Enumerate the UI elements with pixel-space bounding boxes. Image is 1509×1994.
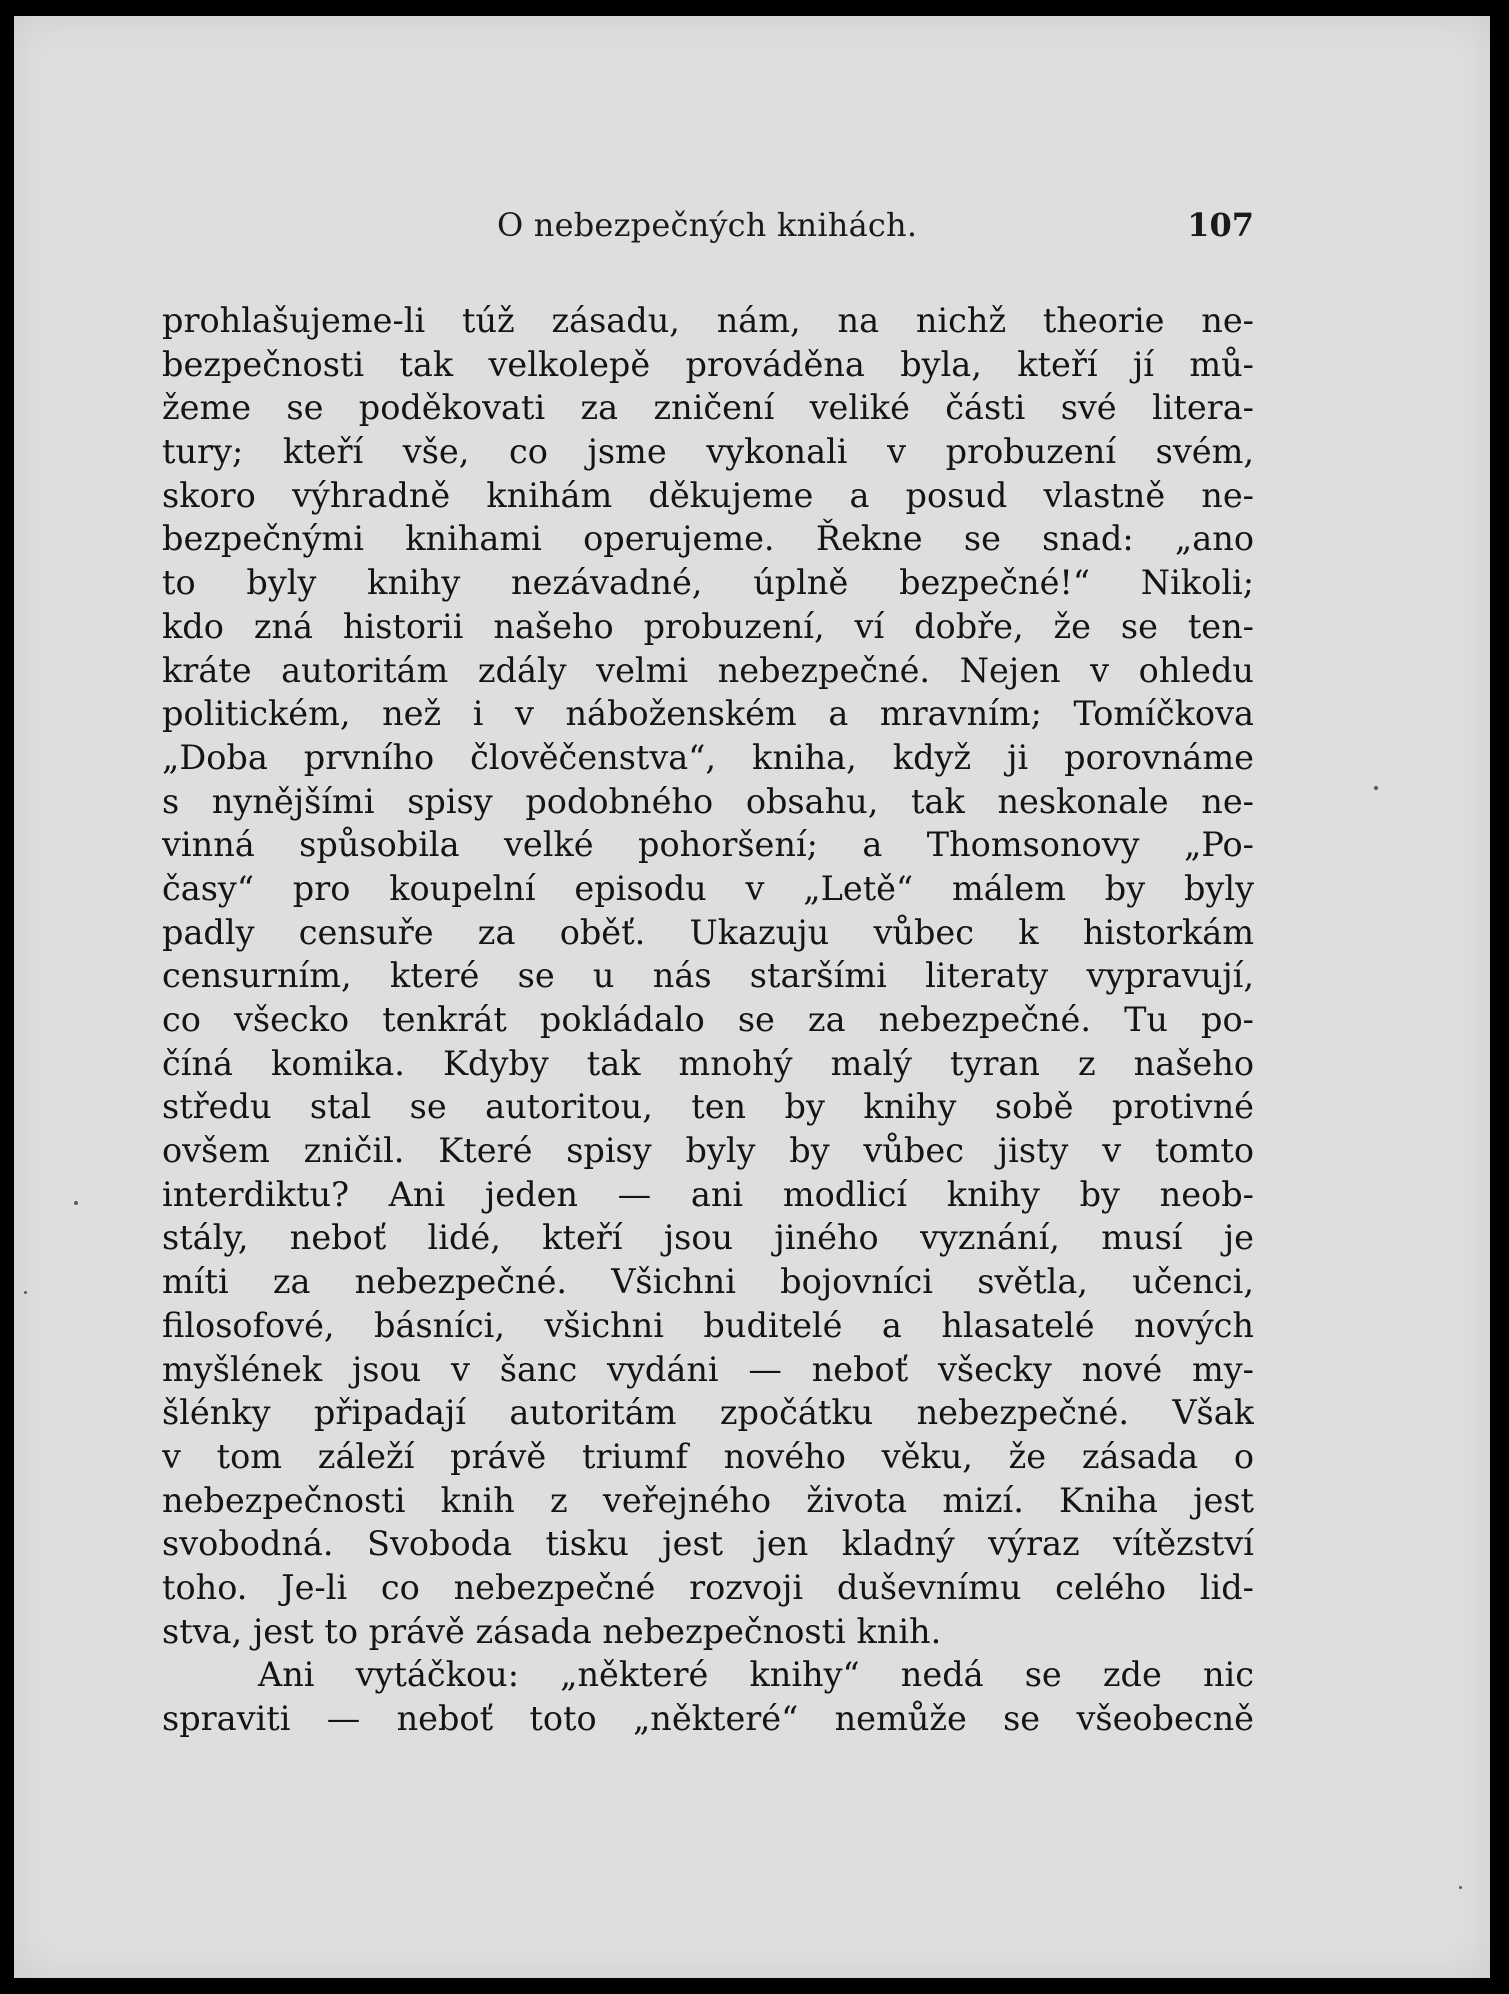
text-line: spraviti — neboť toto „některé“ nemůže se všeobecně: [162, 1699, 1254, 1738]
paper-speck: [1374, 786, 1378, 790]
text-line: prohlašujeme-li túž zásadu, nám, na nichž theorie ne-: [162, 301, 1254, 340]
body-text: [162, 299, 1254, 1741]
text-line: míti za nebezpečné. Všichni bojovníci světla, učenci,: [162, 1262, 1254, 1302]
text-line: v tom záleží právě triumf nového věku, že zásada o: [162, 1436, 1254, 1476]
running-title: O nebezpečných knihách.: [497, 206, 918, 244]
running-head: [162, 200, 1254, 252]
text-line: vinná spůsobila velké pohoršení; a Thomsonovy „Po-: [162, 825, 1254, 865]
paper-speck: [24, 1291, 27, 1294]
text-line: ovšem zničil. Které spisy byly by vůbec jisty v tomto: [162, 1131, 1254, 1171]
text-line: časy“ pro koupelní episodu v „Letě“ málem by byly: [162, 868, 1254, 908]
text-line: skoro výhradně knihám děkujeme a posud vlastně ne-: [162, 475, 1254, 515]
text-line: šlénky připadají autoritám zpočátku nebezpečné. Však: [162, 1393, 1254, 1433]
text-line: co všecko tenkrát pokládalo se za nebezpečné. Tu po-: [162, 1000, 1254, 1039]
text-line: žeme se poděkovati za zničení veliké části své litera-: [162, 388, 1254, 428]
text-line: bezpečnosti tak velkolepě prováděna byla, kteří jí mů-: [162, 344, 1254, 384]
text-line: padly censuře za oběť. Ukazuju vůbec k historkám: [162, 912, 1254, 952]
text-line: stály, neboť lidé, kteří jsou jiného vyznání, musí je: [162, 1218, 1254, 1258]
paper-speck: [1459, 1886, 1462, 1889]
text-line: kdo zná historii našeho probuzení, ví dobře, že se ten-: [162, 606, 1254, 646]
text-line: toho. Je-li co nebezpečné rozvoji duševnímu celého lid-: [162, 1567, 1254, 1607]
text-line: bezpečnými knihami operujeme. Řekne se snad: „ano: [162, 519, 1254, 559]
paragraph-start-line: Ani vytáčkou: „některé knihy“ nedá se zde nic: [258, 1655, 1254, 1695]
text-line: nebezpečnosti knih z veřejného života mizí. Kniha jest: [162, 1480, 1254, 1520]
paragraph-end-line: stva, jest to právě zásada nebezpečnosti knih.: [162, 1611, 942, 1651]
text-line: myšlének jsou v šanc vydáni — neboť všecky nové my-: [162, 1349, 1254, 1389]
text-line: svobodná. Svoboda tisku jest jen kladný výraz vítězství: [162, 1524, 1254, 1564]
paper-speck: [74, 1201, 78, 1205]
text-line: středu stal se autoritou, ten by knihy sobě protivné: [162, 1087, 1254, 1127]
text-line: kráte autoritám zdály velmi nebezpečné. Nejen v ohledu: [162, 650, 1254, 690]
text-line: interdiktu? Ani jeden — ani modlicí knihy by neob-: [162, 1174, 1254, 1214]
text-line: censurním, které se u nás staršími literaty vypravují,: [162, 956, 1254, 996]
text-line: číná komika. Kdyby tak mnohý malý tyran z našeho: [162, 1043, 1254, 1083]
text-line: s nynějšími spisy podobného obsahu, tak neskonale ne-: [162, 781, 1254, 821]
text-line: „Doba prvního člověčenstva“, kniha, když ji porovnáme: [162, 737, 1254, 777]
text-line: tury; kteří vše, co jsme vykonali v probuzení svém,: [162, 432, 1254, 472]
book-page: [14, 16, 1490, 1978]
text-line: to byly knihy nezávadné, úplně bezpečné!“ Nikoli;: [162, 563, 1254, 603]
text-line: filosofové, básníci, všichni buditelé a hlasatelé nových: [162, 1305, 1254, 1345]
text-line: politickém, než i v náboženském a mravním; Tomíčkova: [162, 694, 1254, 734]
page-number: 107: [1187, 206, 1254, 244]
